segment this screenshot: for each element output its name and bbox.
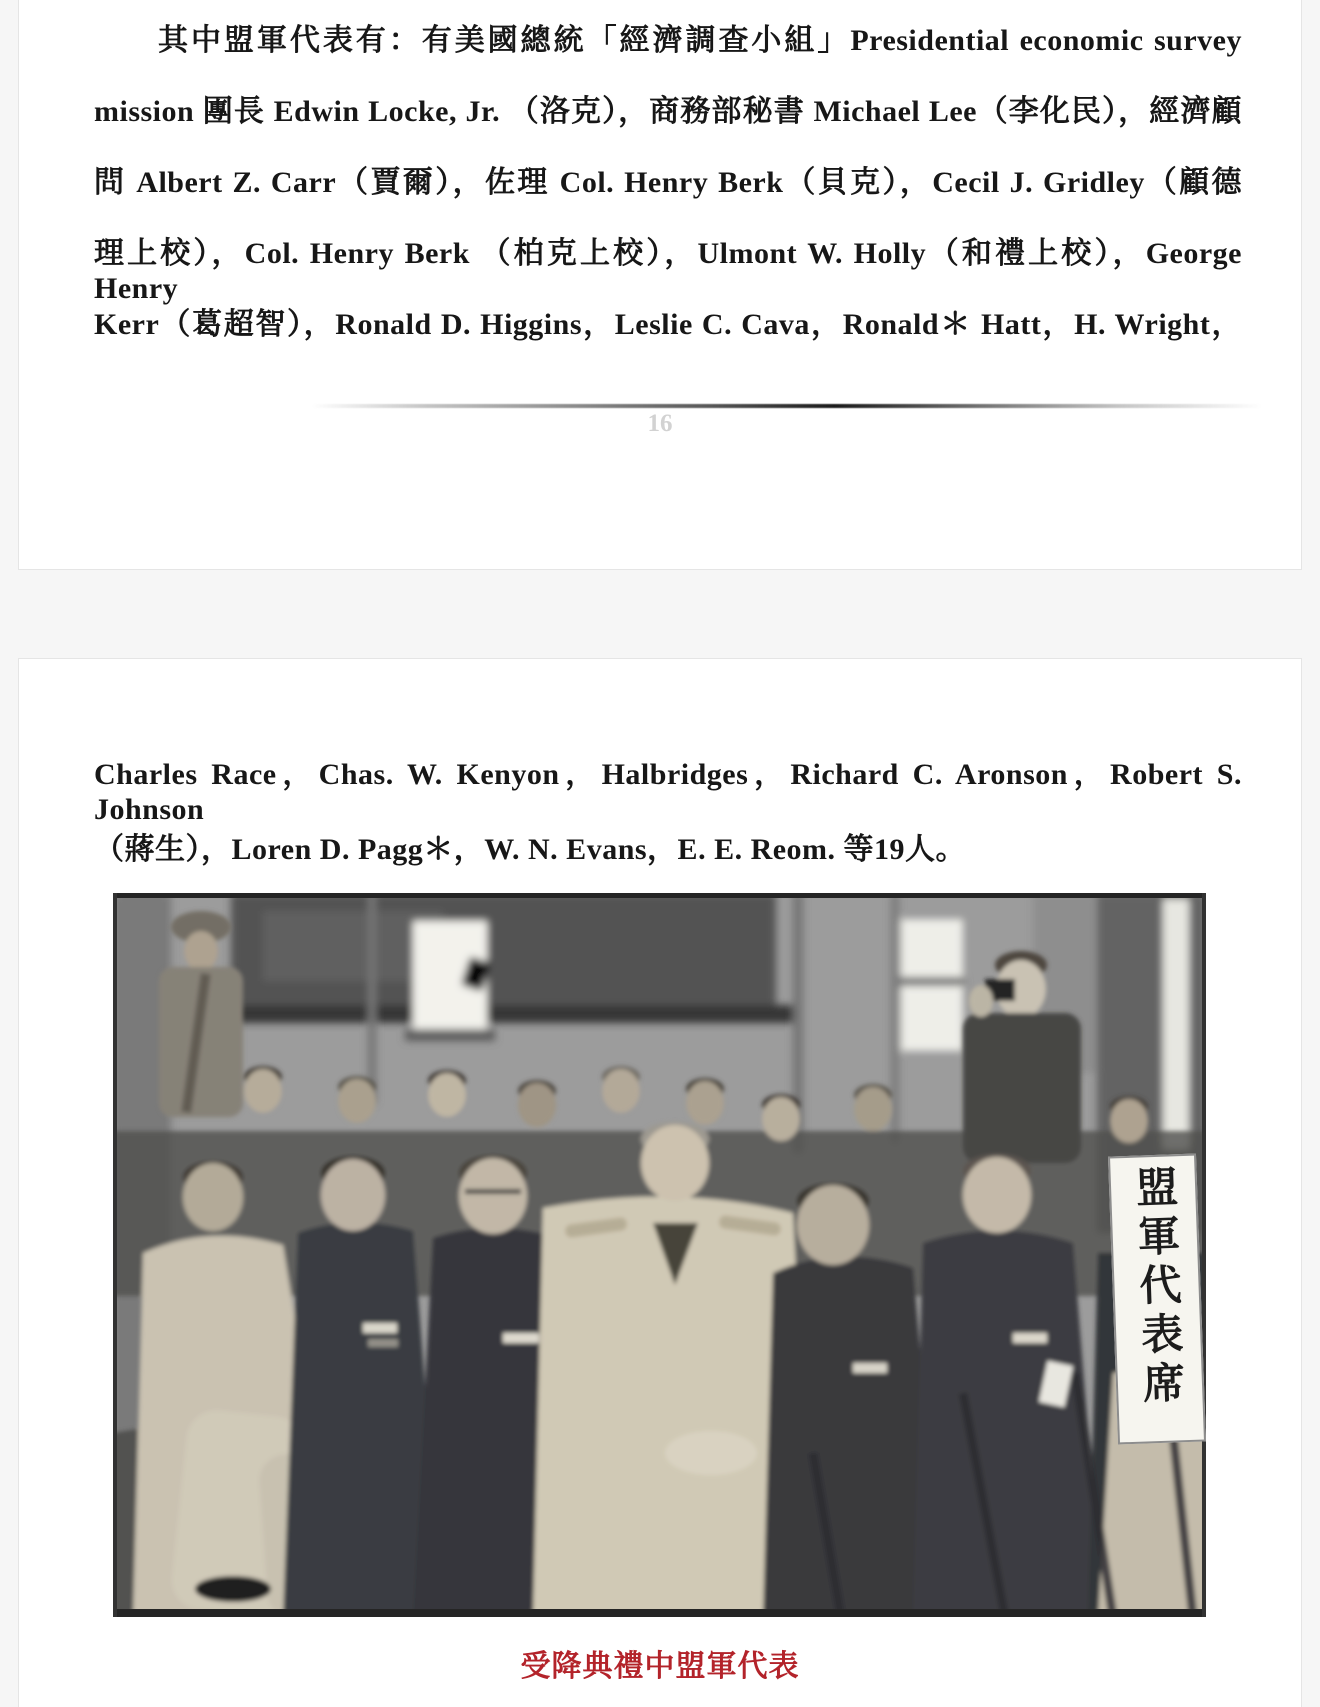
scanned-page-lower [18, 658, 1302, 1707]
paragraph-line: 其中盟軍代表有：有美國總統「經濟調查小組」Presidential economic survey [158, 24, 1242, 57]
page-number: 16 [647, 410, 673, 437]
ceremony-photo [113, 893, 1206, 1617]
paragraph-line: Kerr（葛超智），Ronald D. Higgins，Leslie C. Cava，Ronald＊ Hatt，H. Wright， [94, 308, 1242, 341]
paragraph-line: （蔣生），Loren D. Pagg＊，W. N. Evans，E. E. Reom. 等19人。 [94, 833, 967, 866]
paragraph-line: 問 Albert Z. Carr（賈爾），佐理 Col. Henry Berk（貝克），Cecil J. Gridley（顧德 [94, 166, 1242, 199]
paragraph-line: mission 團長 Edwin Locke, Jr. （洛克），商務部秘書 Michael Lee（李化民），經濟顧 [94, 95, 1242, 128]
photo-caption: 受降典禮中盟軍代表 [520, 1650, 800, 1683]
ceremony-photo-illustration [113, 893, 1206, 1617]
paragraph-line: 理上校），Col. Henry Berk （柏克上校），Ulmont W. Holly（和禮上校），George Henry [94, 237, 1242, 305]
paragraph-line: Charles Race，Chas. W. Kenyon，Halbridges，Richard C. Aronson，Robert S. Johnson [94, 758, 1242, 826]
allied-representatives-seat-sign: 盟軍代表席 [1108, 1154, 1206, 1445]
scanned-page-upper [18, 0, 1302, 570]
scan-fold-artifact [312, 404, 1262, 408]
